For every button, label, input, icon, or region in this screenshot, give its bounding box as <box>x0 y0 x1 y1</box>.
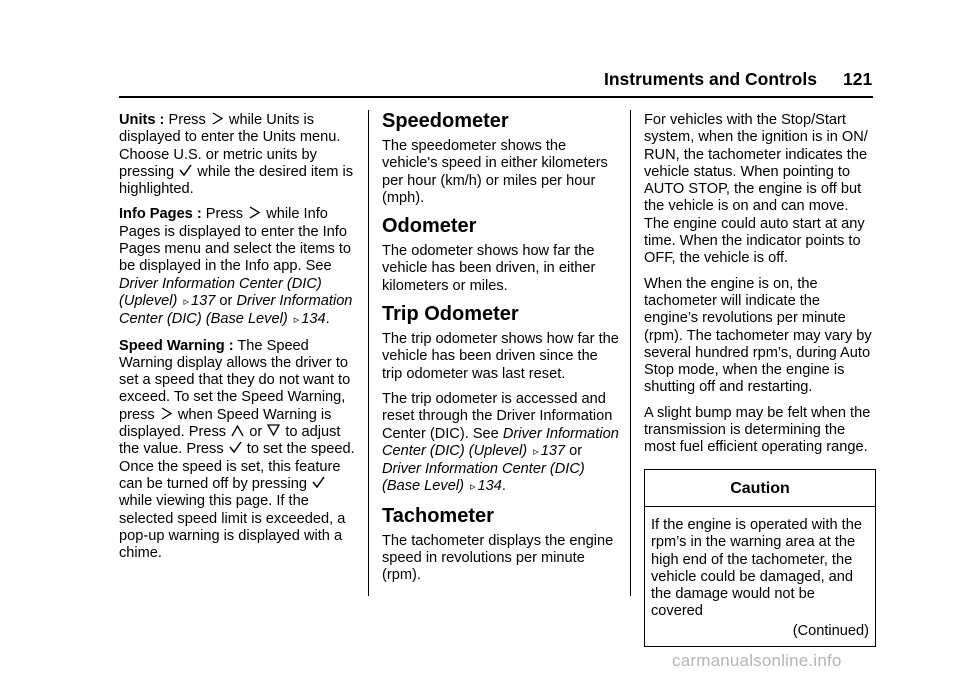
transmission-paragraph: A slight bump may be felt when the transmission is determining the most fuel efficient operating range. <box>644 404 871 456</box>
column-divider <box>368 110 369 596</box>
page-ref-arrow-icon: ▹ <box>293 314 300 327</box>
page-ref[interactable]: 137 <box>190 292 216 309</box>
tachometer-heading: Tachometer <box>382 504 494 527</box>
page-ref[interactable]: 134 <box>477 478 502 495</box>
speed-text-3: to adjust the value. Press <box>119 424 341 458</box>
page-ref-arrow-icon: ▹ <box>533 445 539 458</box>
trip-paragraph-1: The trip odometer shows how far the vehicle has been driven since the trip odometer was last reset. <box>382 331 619 382</box>
info-pages-label: Info Pages : <box>119 206 202 223</box>
speed-text-2: when Speed Warning is displayed. Press <box>119 406 332 441</box>
info-text-1: Press <box>205 206 244 223</box>
info-text-2: while Info Pages is displayed to enter the Info Pages menu and select the items to be displayed in the Info app. See <box>119 206 352 275</box>
dic-base-link[interactable]: Driver Information Center (DIC) (Base Level) <box>382 461 585 495</box>
page-ref[interactable]: 137 <box>540 442 566 459</box>
column-divider <box>630 110 631 596</box>
checkmark-icon <box>229 441 242 454</box>
checkmark-icon <box>179 164 192 177</box>
page-number: 121 <box>843 69 873 89</box>
dic-base-link[interactable]: Driver Information Center (DIC) (Base Level) <box>119 292 353 328</box>
speed-text-5: while viewing this page. If the selected speed limit is exceeded, a pop-up warning is displayed with a chime. <box>119 493 346 562</box>
page-ref-arrow-icon: ▹ <box>470 481 476 494</box>
play-select-icon <box>160 407 173 420</box>
speed-text-4: to set the speed. Once the speed is set, this feature can be turned off by pressing <box>119 441 355 492</box>
trip-odometer-heading: Trip Odometer <box>382 303 519 326</box>
caution-box <box>644 469 876 647</box>
units-label: Units : <box>119 112 165 128</box>
caution-body <box>645 507 875 646</box>
stop-start-paragraph: For vehicles with the Stop/Start system, when the ignition is in ON/ RUN, the tachometer indicates the vehicle status. When pointing to AUTO STOP, the engine is off but the vehicle is on and can move. The engine could auto start at any time. When the indicator points to OFF, the vehicle is off. <box>644 112 868 267</box>
info-or: or <box>219 292 233 309</box>
units-text-2: while Units is displayed to enter the Units menu. Choose U.S. or metric units by pressing <box>119 112 341 180</box>
page-ref-arrow-icon: ▹ <box>183 295 189 308</box>
header-rule <box>119 96 873 98</box>
checkmark-icon <box>312 476 325 489</box>
dic-uplevel-link[interactable]: Driver Information Center (DIC) (Uplevel) <box>382 425 619 459</box>
units-text-3: while the desired item is highlighted. <box>119 163 354 198</box>
trip-or: or <box>569 442 583 459</box>
section-title: Instruments and Controls <box>604 69 817 89</box>
caution-title: Caution <box>645 470 875 507</box>
units-text-1: Press <box>168 112 206 128</box>
speedometer-paragraph: The speedometer shows the vehicle's speed in either kilometers per hour (km/h) or miles per hour (mph). <box>382 138 608 206</box>
engine-rpm-paragraph: When the engine is on, the tachometer will indicate the engine’s revolutions per minute (rpm). The tachometer may vary by several hundred rpm’s, during Auto Stop mode, when the engine is shutting off and restarting. <box>644 275 872 396</box>
column-right <box>644 112 876 647</box>
trip-text: The trip odometer is accessed and reset through the Driver Information Center (DIC). See <box>382 390 613 442</box>
page-ref[interactable]: 134 <box>301 311 326 328</box>
continued-label: (Continued) <box>792 622 869 639</box>
speed-warning-label: Speed Warning : <box>119 337 234 354</box>
units-paragraph <box>119 112 357 198</box>
up-arrow-icon <box>231 424 244 437</box>
speed-text-1: The Speed Warning display allows the driver to set a speed that they do not want to exceed. To set the Speed Warning, press <box>119 337 351 423</box>
trip-paragraph-2: The trip odometer is accessed and reset through the Driver Information Center (DIC). See Driver Information Center (DIC) (Uplevel) ▹ 137 or Driver Information Center (DIC) (Base Level) ▹ 134. <box>382 390 619 495</box>
dic-uplevel-link[interactable]: Driver Information Center (DIC) (Uplevel) <box>119 275 322 309</box>
odometer-heading: Odometer <box>382 215 477 238</box>
speed-warning-paragraph <box>119 338 357 563</box>
tachometer-paragraph: The tachometer displays the engine speed in revolutions per minute (rpm). <box>382 532 614 584</box>
column-middle <box>382 110 620 593</box>
down-arrow-icon <box>267 424 280 437</box>
watermark: carmanualsonline.info <box>672 651 842 670</box>
speed-or: or <box>249 424 263 441</box>
caution-text: If the engine is operated with the rpm’s in the warning area at the high end of the tachometer, the vehicle could be damaged, and the damage would not be covered <box>651 516 862 620</box>
play-select-icon <box>248 206 261 219</box>
play-select-icon <box>211 112 224 125</box>
column-left <box>119 112 357 570</box>
speedometer-heading: Speedometer <box>382 110 509 132</box>
odometer-paragraph: The odometer shows how far the vehicle has been driven, in either kilometers or miles. <box>382 243 596 294</box>
info-pages-paragraph: Info Pages : Press while Info Pages is displayed to enter the Info Pages menu and select the items to be displayed in the Info app. See Driver Information Center (DIC) (Uplevel) ▹ 137 or Driver Information Center (DIC) (Base Level) ▹ 134. <box>119 206 353 328</box>
